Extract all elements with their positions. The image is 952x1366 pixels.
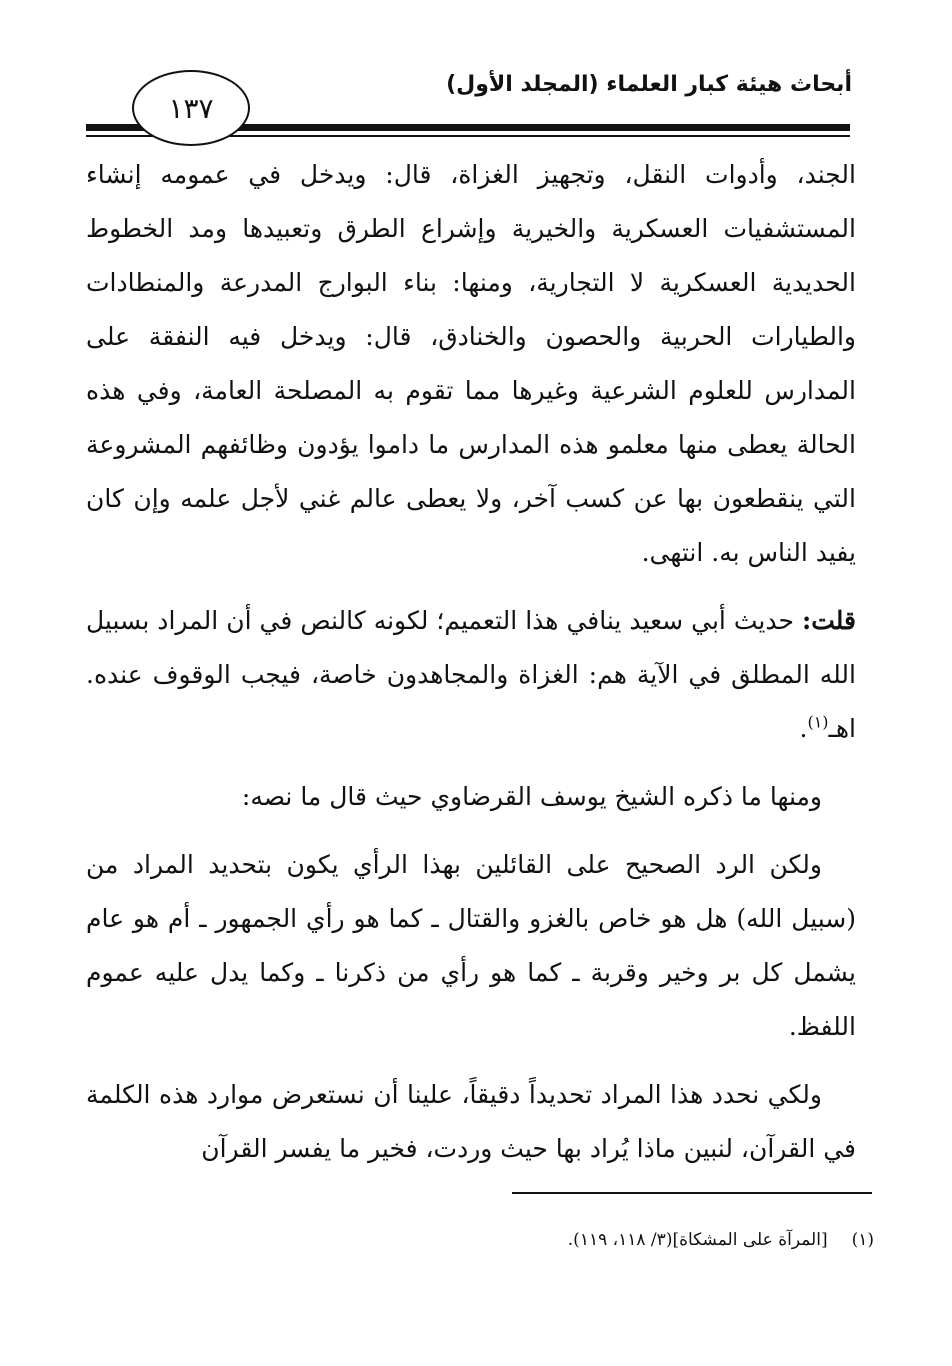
paragraph-2-text: حديث أبي سعيد ينافي هذا التعميم؛ لكونه كالنص في أن المراد بسبيل الله المطلق في الآية هم: الغزاة والمجاهدون خاصة، فيجب الوقوف عنده. اهـ	[86, 606, 856, 743]
paragraph-2	[86, 594, 856, 756]
paragraph-2-lead: قلت:	[801, 606, 856, 635]
footnote-rule	[512, 1192, 872, 1194]
paragraph-4: ولكن الرد الصحيح على القائلين بهذا الرأي يكون بتحديد المراد من (سبيل الله) هل هو خاص بالغزو والقتال ـ كما هو رأي الجمهور ـ أم هو عام يشمل كل بر وخير وقربة ـ كما هو رأي من ذكرنا ـ وكما يدل عليه عموم اللفظ.	[86, 850, 856, 1041]
paragraph-1: الجند، وأدوات النقل، وتجهيز الغزاة، قال: ويدخل في عمومه إنشاء المستشفيات العسكرية والخيرية وإشراع الطرق وتعبيدها ومد الخطوط الحديدية العسكرية لا التجارية، ومنها: بناء البوارج المدرعة والمنطادات والطيارات الحربية والحصون والخنادق، قال: ويدخل فيه النفقة على المدارس للعلوم الشرعية وغيرها مما تقوم به المصلحة العامة، وفي هذه الحالة يعطى منها معلمو هذه المدارس ما داموا يؤدون وظائفهم المشروعة التي ينقطعون بها عن كسب آخر، ولا يعطى عالم غني لأجل علمه وإن كان يفيد الناس به. انتهى.	[86, 160, 856, 567]
paragraph-3: ومنها ما ذكره الشيخ يوسف القرضاوي حيث قال ما نصه:	[241, 782, 822, 811]
paragraph-2-end: .	[799, 714, 808, 743]
body-text	[86, 148, 856, 1176]
footnote-reference: (١)	[807, 712, 829, 732]
footnote-text: [المرآة على المشكاة](٣/ ١١٨، ١١٩).	[567, 1230, 828, 1250]
running-title: أبحاث هيئة كبار العلماء (المجلد الأول)	[446, 72, 852, 97]
paragraph-5: ولكي نحدد هذا المراد تحديداً دقيقاً، علينا أن نستعرض موارد هذه الكلمة في القرآن، لنبين ماذا يُراد بها حيث وردت، فخير ما يفسر القرآن	[86, 1080, 856, 1163]
footnote-number: (١)	[851, 1230, 874, 1250]
footnote	[174, 1230, 874, 1250]
page-number: ١٣٧	[132, 70, 250, 146]
